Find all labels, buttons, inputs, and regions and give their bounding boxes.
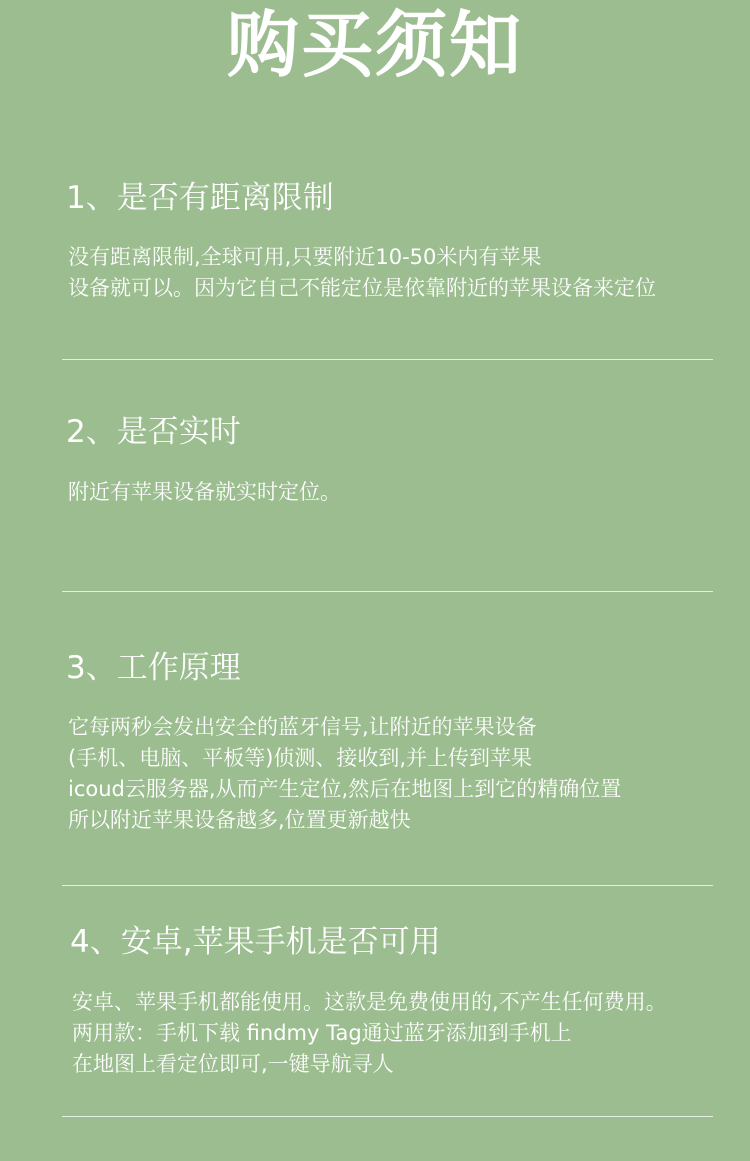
section-body-realtime <box>68 477 341 508</box>
section-line: icoud云服务器,从而产生定位,然后在地图上到它的精确位置 <box>68 777 622 801</box>
section-line: 在地图上看定位即可,一键导航寻人 <box>72 1052 394 1076</box>
section-line: 没有距离限制,全球可用,只要附近10-50米内有苹果 <box>68 245 542 269</box>
section-body-working-principle <box>68 712 621 836</box>
divider <box>62 1116 713 1117</box>
section-title-phone-compatibility: 4、安卓,苹果手机是否可用 <box>70 924 441 960</box>
section-body-phone-compatibility <box>72 987 667 1080</box>
page-title: 购买须知 <box>226 3 523 87</box>
section-body-distance-limit <box>68 242 656 304</box>
section-line: 附近有苹果设备就实时定位。 <box>68 480 341 504</box>
section-title-distance-limit: 1、是否有距离限制 <box>66 180 334 216</box>
section-title-working-principle: 3、工作原理 <box>66 650 241 686</box>
section-line: 它每两秒会发出安全的蓝牙信号,让附近的苹果设备 <box>68 715 537 739</box>
divider <box>62 591 713 592</box>
section-line: 设备就可以。因为它自己不能定位是依靠附近的苹果设备来定位 <box>68 276 656 300</box>
section-line: 所以附近苹果设备越多,位置更新越快 <box>68 808 411 832</box>
section-line: 两用款：手机下载 findmy Tag通过蓝牙添加到手机上 <box>72 1021 572 1045</box>
section-line: 安卓、苹果手机都能使用。这款是免费使用的,不产生任何费用。 <box>72 990 667 1014</box>
divider <box>62 885 713 886</box>
section-title-realtime: 2、是否实时 <box>66 414 241 450</box>
divider <box>62 359 713 360</box>
section-line: (手机、电脑、平板等)侦测、接收到,并上传到苹果 <box>68 746 533 770</box>
